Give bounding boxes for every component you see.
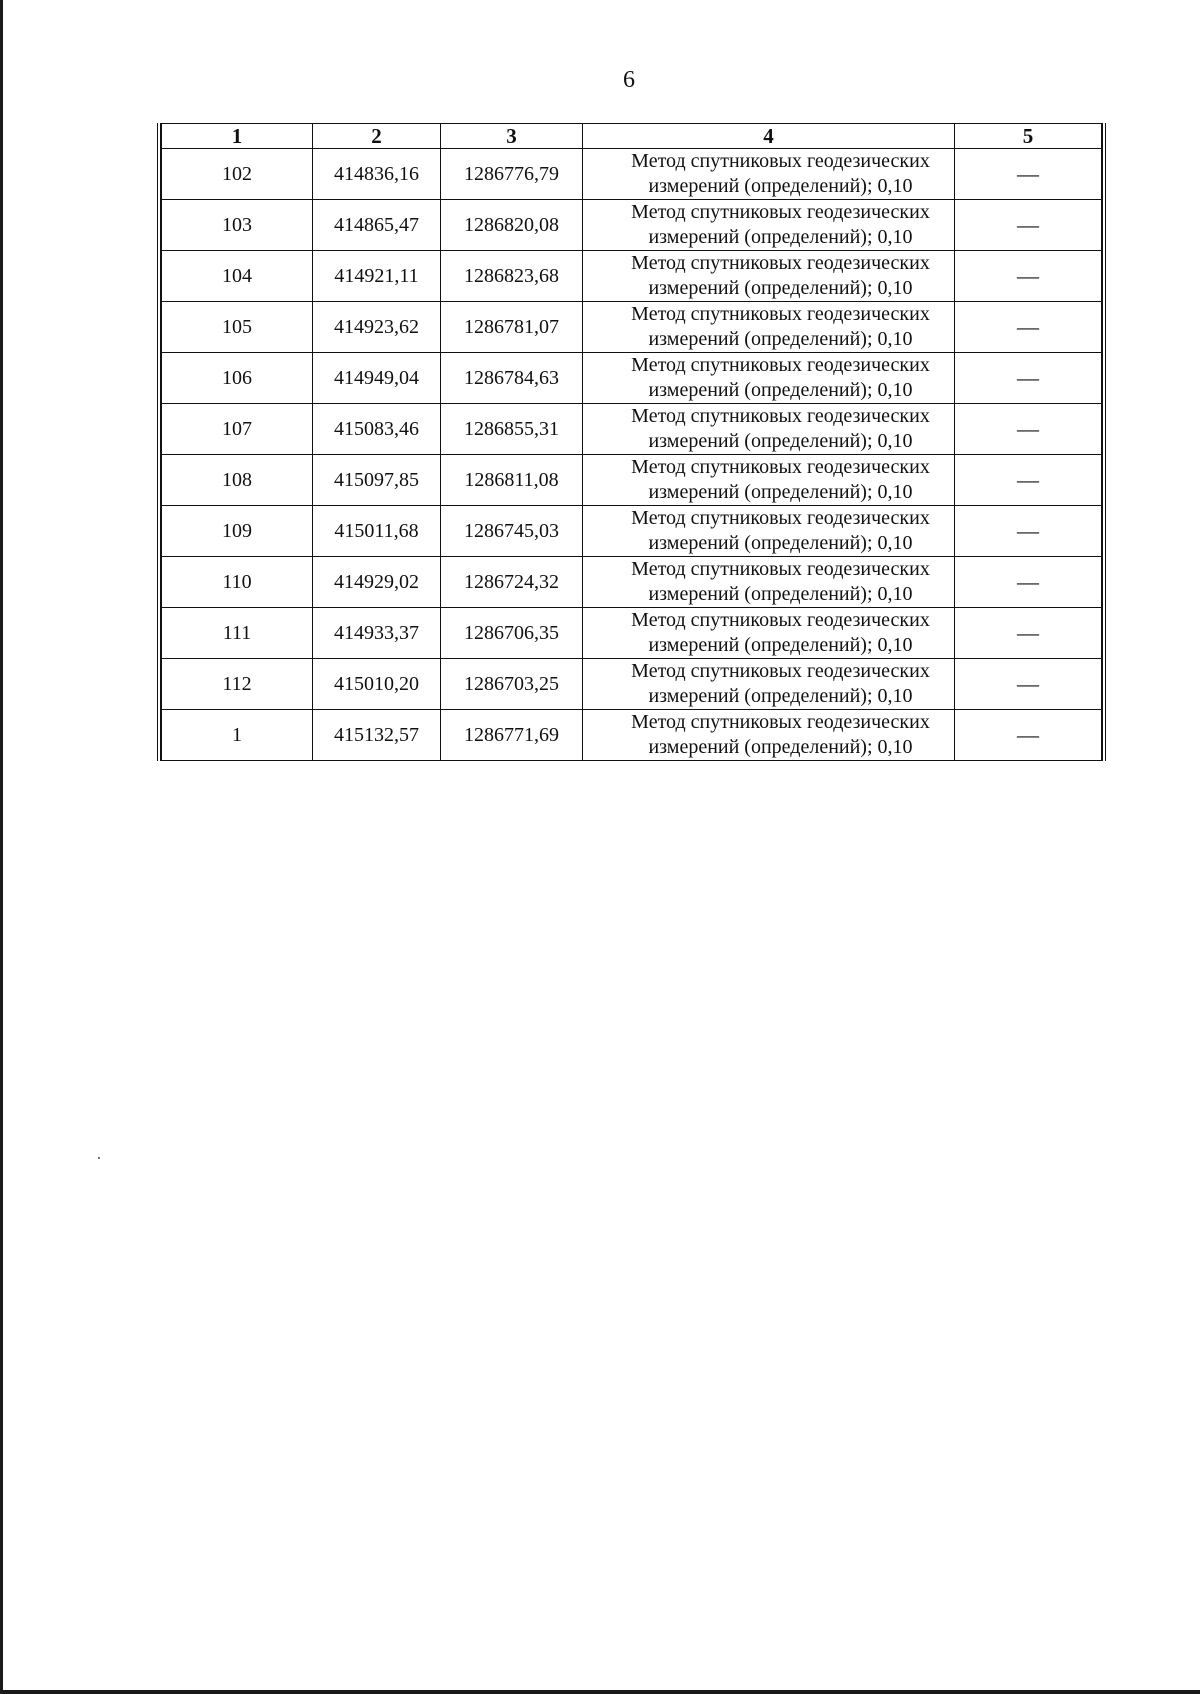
method-text-line: Метод спутниковых геодезических (631, 711, 930, 733)
point-number-cell: 105 (162, 302, 313, 353)
page-number: 6 (623, 67, 635, 93)
point-number-cell: 107 (162, 404, 313, 455)
method-cell (583, 353, 955, 404)
point-number-cell: 1 (162, 710, 313, 761)
method-cell (583, 659, 955, 710)
description-cell: — (955, 506, 1102, 557)
y-coordinate-cell: 1286703,25 (441, 659, 583, 710)
y-coordinate-cell: 1286706,35 (441, 608, 583, 659)
method-cell (583, 149, 955, 200)
table-row (162, 659, 1102, 710)
column-header: 4 (583, 124, 955, 149)
scan-speck (98, 1157, 100, 1159)
x-coordinate-cell: 414921,11 (313, 251, 441, 302)
description-cell: — (955, 302, 1102, 353)
x-coordinate-cell: 414865,47 (313, 200, 441, 251)
table-row (162, 710, 1102, 761)
description-cell: — (955, 608, 1102, 659)
table-row (162, 404, 1102, 455)
method-text-line: измерений (определений); 0,10 (648, 736, 913, 758)
column-header: 3 (441, 124, 583, 149)
point-number-cell: 109 (162, 506, 313, 557)
x-coordinate-cell: 415097,85 (313, 455, 441, 506)
x-coordinate-cell: 415011,68 (313, 506, 441, 557)
table-row (162, 608, 1102, 659)
point-number-cell: 103 (162, 200, 313, 251)
method-cell (583, 608, 955, 659)
method-text-line: измерений (определений); 0,10 (648, 226, 913, 248)
point-number-cell: 112 (162, 659, 313, 710)
coordinates-table-frame (157, 123, 1106, 761)
method-cell (583, 506, 955, 557)
description-cell: — (955, 404, 1102, 455)
table-header-row (162, 124, 1102, 149)
column-header: 2 (313, 124, 441, 149)
method-cell (583, 710, 955, 761)
method-text-line: измерений (определений); 0,10 (648, 532, 913, 554)
x-coordinate-cell: 414836,16 (313, 149, 441, 200)
method-cell (583, 200, 955, 251)
x-coordinate-cell: 414929,02 (313, 557, 441, 608)
x-coordinate-cell: 415010,20 (313, 659, 441, 710)
method-cell (583, 302, 955, 353)
coordinates-table (161, 123, 1102, 761)
column-header: 5 (955, 124, 1102, 149)
y-coordinate-cell: 1286781,07 (441, 302, 583, 353)
x-coordinate-cell: 415132,57 (313, 710, 441, 761)
method-text-line: измерений (определений); 0,10 (648, 277, 913, 299)
point-number-cell: 106 (162, 353, 313, 404)
point-number-cell: 110 (162, 557, 313, 608)
table-row (162, 149, 1102, 200)
description-cell: — (955, 353, 1102, 404)
x-coordinate-cell: 415083,46 (313, 404, 441, 455)
method-cell (583, 404, 955, 455)
y-coordinate-cell: 1286771,69 (441, 710, 583, 761)
method-text-line: измерений (определений); 0,10 (648, 379, 913, 401)
method-text-line: Метод спутниковых геодезических (631, 150, 930, 172)
method-cell (583, 251, 955, 302)
description-cell: — (955, 710, 1102, 761)
description-cell: — (955, 557, 1102, 608)
table-row (162, 557, 1102, 608)
method-text-line: Метод спутниковых геодезических (631, 354, 930, 376)
point-number-cell: 111 (162, 608, 313, 659)
method-text-line: Метод спутниковых геодезических (631, 507, 930, 529)
x-coordinate-cell: 414933,37 (313, 608, 441, 659)
method-text-line: Метод спутниковых геодезических (631, 252, 930, 274)
method-text-line: измерений (определений); 0,10 (648, 685, 913, 707)
method-text-line: Метод спутниковых геодезических (631, 660, 930, 682)
method-text-line: измерений (определений); 0,10 (648, 175, 913, 197)
method-cell (583, 455, 955, 506)
y-coordinate-cell: 1286745,03 (441, 506, 583, 557)
x-coordinate-cell: 414923,62 (313, 302, 441, 353)
method-text-line: Метод спутниковых геодезических (631, 303, 930, 325)
method-text-line: Метод спутниковых геодезических (631, 405, 930, 427)
y-coordinate-cell: 1286724,32 (441, 557, 583, 608)
table-row (162, 353, 1102, 404)
method-text-line: Метод спутниковых геодезических (631, 456, 930, 478)
y-coordinate-cell: 1286855,31 (441, 404, 583, 455)
scan-left-edge (0, 0, 3, 1694)
y-coordinate-cell: 1286811,08 (441, 455, 583, 506)
y-coordinate-cell: 1286820,08 (441, 200, 583, 251)
scan-bottom-edge (0, 1690, 1200, 1694)
y-coordinate-cell: 1286823,68 (441, 251, 583, 302)
method-text-line: Метод спутниковых геодезических (631, 609, 930, 631)
method-text-line: измерений (определений); 0,10 (648, 583, 913, 605)
table-row (162, 200, 1102, 251)
table-row (162, 251, 1102, 302)
table-row (162, 302, 1102, 353)
method-text-line: Метод спутниковых геодезических (631, 558, 930, 580)
point-number-cell: 108 (162, 455, 313, 506)
method-text-line: Метод спутниковых геодезических (631, 201, 930, 223)
description-cell: — (955, 659, 1102, 710)
description-cell: — (955, 149, 1102, 200)
y-coordinate-cell: 1286776,79 (441, 149, 583, 200)
column-header: 1 (162, 124, 313, 149)
description-cell: — (955, 251, 1102, 302)
method-text-line: измерений (определений); 0,10 (648, 634, 913, 656)
description-cell: — (955, 455, 1102, 506)
method-text-line: измерений (определений); 0,10 (648, 328, 913, 350)
method-cell (583, 557, 955, 608)
point-number-cell: 102 (162, 149, 313, 200)
method-text-line: измерений (определений); 0,10 (648, 430, 913, 452)
method-text-line: измерений (определений); 0,10 (648, 481, 913, 503)
description-cell: — (955, 200, 1102, 251)
point-number-cell: 104 (162, 251, 313, 302)
y-coordinate-cell: 1286784,63 (441, 353, 583, 404)
table-body (162, 149, 1102, 761)
table-row (162, 455, 1102, 506)
x-coordinate-cell: 414949,04 (313, 353, 441, 404)
table-row (162, 506, 1102, 557)
